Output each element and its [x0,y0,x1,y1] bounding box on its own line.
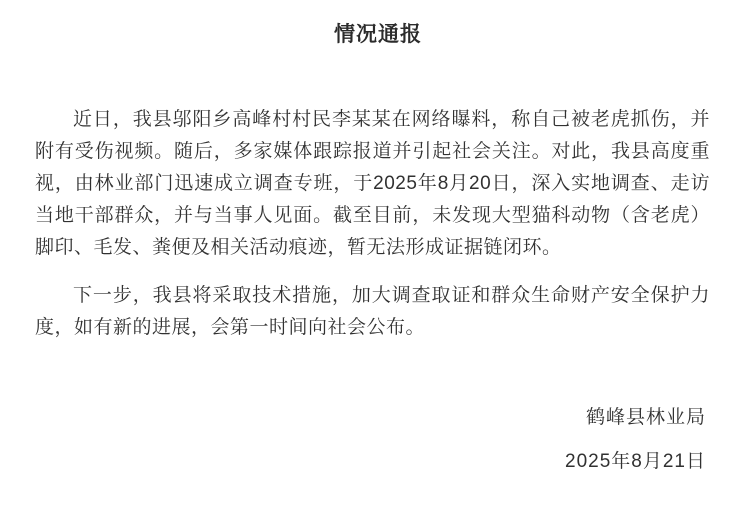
signature-date: 2025年8月21日 [565,451,706,472]
signature-block [35,402,706,478]
notice-paragraph-1: 近日，我县邬阳乡高峰村村民李某某在网络曝料，称自己被老虎抓伤，并附有受伤视频。随后，多家媒体跟踪报道并引起社会关注。对此，我县高度重视，由林业部门迅速成立调查专班，于2025年8月20日，深入实地调查、走访当地干部群众，并与当事人见面。截至目前，未发现大型猫科动物（含老虎）脚印、毛发、粪便及相关活动痕迹，暂无法形成证据链闭环。 [35,109,710,258]
notice-body [35,104,710,344]
notice-paragraph-2: 下一步，我县将采取技术措施，加大调查取证和群众生命财产安全保护力度，如有新的进展，会第一时间向社会公布。 [35,285,710,338]
signature-agency: 鹤峰县林业局 [585,407,706,428]
notice-title: 情况通报 [334,23,422,46]
